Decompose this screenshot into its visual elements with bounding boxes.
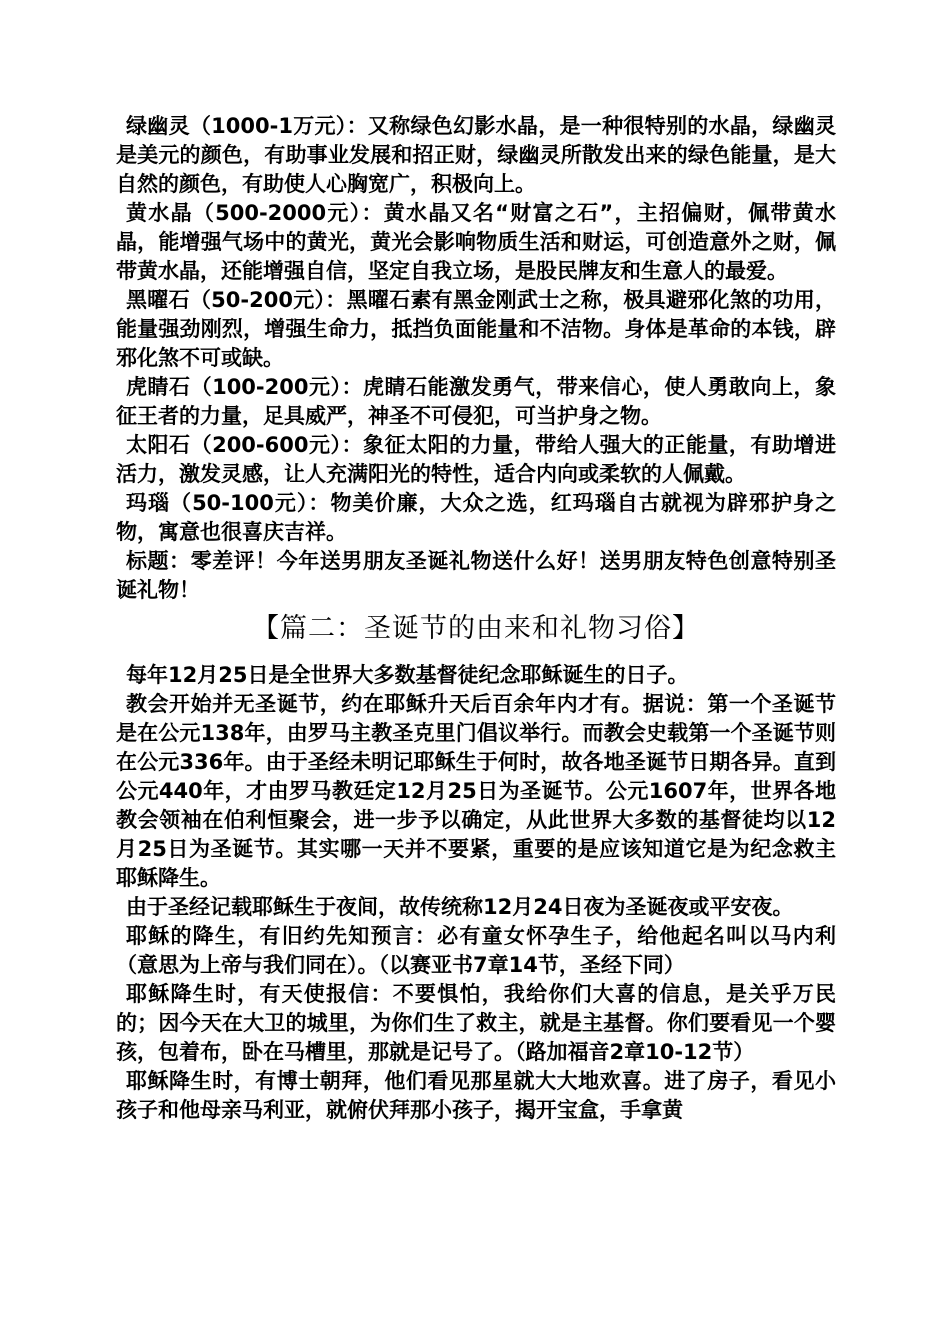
paragraph-title-note: 标题：零差评！今年送男朋友圣诞礼物送什么好！送男朋友特色创意特别圣诞礼物！ <box>116 549 836 602</box>
paragraph-church-history: 教会开始并无圣诞节，约在耶稣升天后百余年内才有。据说：第一个圣诞节是在公元138年，由罗马主教圣克里门倡议举行。而教会史载第一个圣诞节则在公元336年。由于圣经未明记耶稣生于何时，故各地圣诞节日期各异。直到公元440年，才由罗马教廷定12月25日为圣诞节。公元1607年，世界各地教会领袖在伯利恒聚会，进一步予以确定，从此世界大多数的基督徒均以12月25日为圣诞节。其实哪一天并不要紧，重要的是应该知道它是为纪念救主耶稣降生。 <box>116 692 836 890</box>
paragraph-green-phantom: 绿幽灵（1000-1万元）：又称绿色幻影水晶，是一种很特别的水晶，绿幽灵是美元的颜色，有助事业发展和招正财，绿幽灵所散发出来的绿色能量，是大自然的颜色，有助使人心胸宽广，积极向上。 <box>116 114 836 196</box>
paragraph-sunstone: 太阳石（200-600元）：象征太阳的力量，带给人强大的正能量，有助增进活力，激发灵感，让人充满阳光的特性，适合内向或柔软的人佩戴。 <box>116 433 836 486</box>
paragraph-christmas-date: 每年12月25日是全世界大多数基督徒纪念耶稣诞生的日子。 <box>126 663 689 687</box>
paragraph-angel-message: 耶稣降生时，有天使报信：不要惧怕，我给你们大喜的信息，是关乎万民的；因今天在大卫的城里，为你们生了救主，就是主基督。你们要看见一个婴孩，包着布，卧在马槽里，那就是记号了。（路加福音2章10-12节） <box>116 982 836 1064</box>
paragraph-agate: 玛瑙（50-100元）：物美价廉，大众之选，红玛瑙自古就视为辟邪护身之物，寓意也很喜庆吉祥。 <box>116 491 836 544</box>
paragraph-christmas-eve: 由于圣经记载耶稣生于夜间，故传统称12月24日夜为圣诞夜或平安夜。 <box>126 895 794 919</box>
paragraph-prophecy: 耶稣的降生，有旧约先知预言：必有童女怀孕生子，给他起名叫以马内利（意思为上帝与我们同在）。（以赛亚书7章14节，圣经下同） <box>116 924 836 977</box>
document-page <box>116 112 836 1125</box>
paragraph-tiger-eye: 虎睛石（100-200元）：虎睛石能激发勇气，带来信心，使人勇敢向上，象征王者的力量，足具威严，神圣不可侵犯，可当护身之物。 <box>116 375 836 428</box>
paragraph-magi: 耶稣降生时，有博士朝拜，他们看见那星就大大地欢喜。进了房子，看见小孩子和他母亲马利亚，就俯伏拜那小孩子，揭开宝盒，手拿黄 <box>116 1069 836 1122</box>
paragraph-obsidian: 黑曜石（50-200元）：黑曜石素有黑金刚武士之称，极具避邪化煞的功用，能量强劲刚烈，增强生命力，抵挡负面能量和不洁物。身体是革命的本钱，辟邪化煞不可或缺。 <box>116 288 836 370</box>
section-heading: 【篇二：圣诞节的由来和礼物习俗】 <box>252 613 700 644</box>
paragraph-citrine: 黄水晶（500-2000元）：黄水晶又名“财富之石”，主招偏财，佩带黄水晶，能增强气场中的黄光，黄光会影响物质生活和财运，可创造意外之财，佩带黄水晶，还能增强自信，坚定自我立场，是股民牌友和生意人的最爱。 <box>116 201 836 283</box>
